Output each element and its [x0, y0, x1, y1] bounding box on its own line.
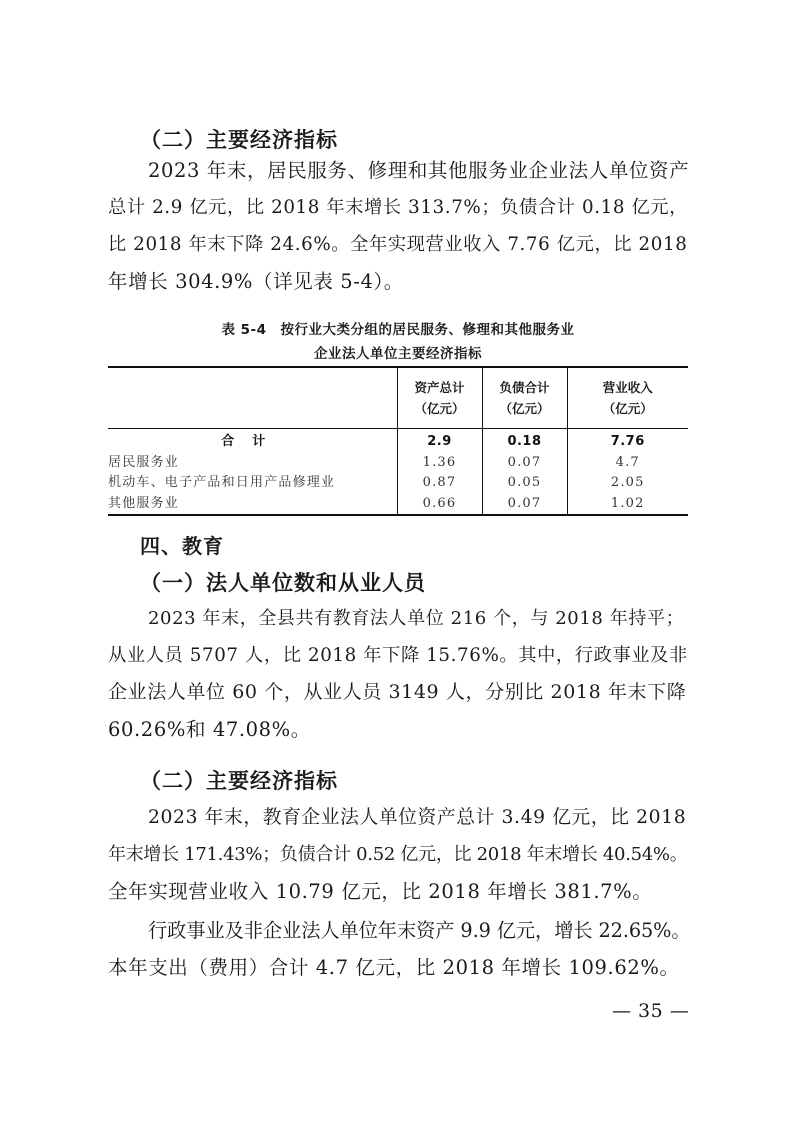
cell-value: 0.07: [482, 453, 567, 474]
table-row: [108, 494, 688, 516]
paragraph-admin-units: [108, 912, 690, 986]
header-blank: [108, 367, 397, 429]
section-heading-economic-indicators: （二）主要经济指标: [140, 128, 338, 152]
cell-value: 0.18: [482, 429, 567, 453]
header-label: 资产总计: [414, 380, 465, 395]
text-line: 本年支出（费用）合计 4.7 亿元，比 2018 年增长 109.62%。: [108, 956, 680, 979]
text-line: 从业人员 5707 人，比 2018 年下降 15.76%。其中，行政事业及非: [108, 645, 688, 666]
header-revenue: [567, 367, 688, 429]
paragraph-education-units: [108, 600, 690, 748]
header-unit: （亿元）: [414, 401, 465, 416]
text-line: 全年实现营业收入 10.79 亿元，比 2018 年增长 381.7%。: [108, 880, 653, 903]
cell-value: 0.87: [397, 473, 482, 494]
text-line: 2023 年末，居民服务、修理和其他服务业企业法人单位资产: [148, 159, 690, 182]
text-line: 年末增长 171.43%；负债合计 0.52 亿元，比 2018 年末增长 40.54%。: [108, 844, 688, 865]
cell-value: 2.9: [397, 429, 482, 453]
cell-value: 1.36: [397, 453, 482, 474]
row-label: 合计: [221, 434, 284, 450]
table-caption-line1: 表 5-4 按行业大类分组的居民服务、修理和其他服务业: [221, 322, 575, 338]
table-caption-line2: 企业法人单位主要经济指标: [314, 346, 482, 362]
text-line: 年增长 304.9%（详见表 5-4）。: [108, 270, 404, 293]
text-line: 比 2018 年末下降 24.6%。全年实现营业收入 7.76 亿元，比 2018: [108, 234, 688, 255]
table-header-row: [108, 367, 688, 429]
chapter-heading-education: 四、教育: [140, 534, 224, 558]
cell-value: 0.66: [397, 494, 482, 516]
cell-value: 2.05: [567, 473, 688, 494]
cell-value: 1.02: [567, 494, 688, 516]
table-row: [108, 453, 688, 474]
paragraph-services-economic: [108, 152, 690, 300]
text-line: 60.26%和 47.08%。: [108, 718, 311, 741]
row-label: 机动车、电子产品和日用产品修理业: [108, 475, 336, 491]
header-assets: [397, 367, 482, 429]
text-line: 总计 2.9 亿元，比 2018 年末增长 313.7%；负债合计 0.18 亿元，: [108, 197, 688, 218]
row-label: 其他服务业: [108, 495, 180, 511]
text-line: 2023 年末，教育企业法人单位资产总计 3.49 亿元，比 2018: [148, 807, 687, 828]
header-unit: （亿元）: [499, 401, 550, 416]
row-label: 居民服务业: [108, 454, 180, 470]
cell-value: 7.76: [567, 429, 688, 453]
page-number: — 35 —: [612, 1000, 690, 1022]
header-label: 负债合计: [499, 380, 550, 395]
header-liabilities: [482, 367, 567, 429]
table-row: [108, 473, 688, 494]
paragraph-education-economic: [108, 799, 690, 910]
table-row-total: [108, 429, 688, 453]
header-label: 营业收入: [602, 380, 653, 395]
cell-value: 0.07: [482, 494, 567, 516]
services-indicators-table: [108, 366, 688, 516]
text-line: 2023 年末，全县共有教育法人单位 216 个，与 2018 年持平；: [148, 608, 685, 629]
cell-value: 0.05: [482, 473, 567, 494]
cell-value: 4.7: [567, 453, 688, 474]
section-heading-units-employees: （一）法人单位数和从业人员: [140, 571, 426, 595]
header-unit: （亿元）: [602, 401, 653, 416]
section-heading-education-economic: （二）主要经济指标: [140, 769, 338, 793]
text-line: 企业法人单位 60 个，从业人员 3149 人，分别比 2018 年末下降: [108, 681, 687, 703]
text-line: 行政事业及非企业法人单位年末资产 9.9 亿元，增长 22.65%。: [148, 919, 691, 942]
